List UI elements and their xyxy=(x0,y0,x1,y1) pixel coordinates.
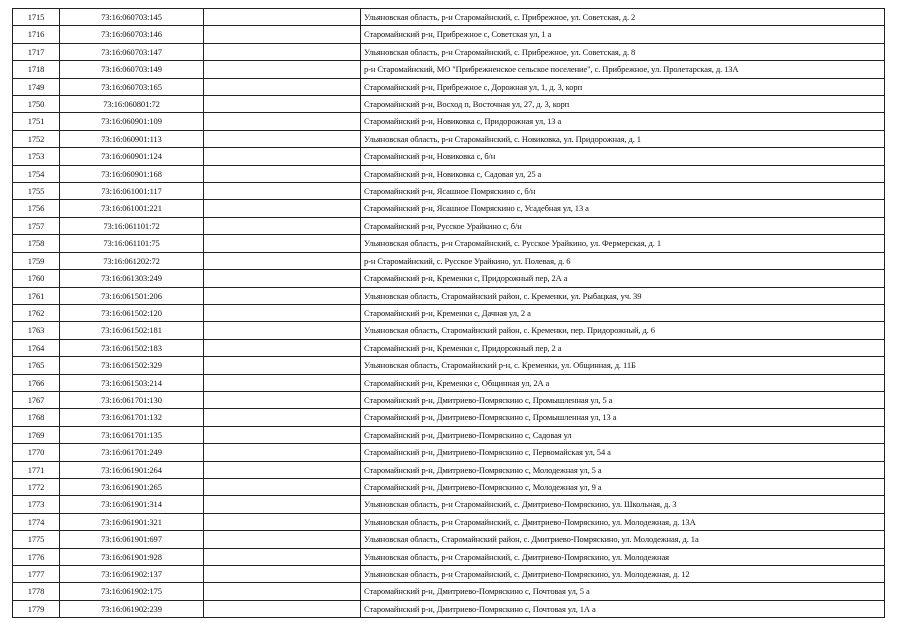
table-row xyxy=(13,566,885,583)
empty-cell xyxy=(204,9,361,26)
table-row xyxy=(13,287,885,304)
row-number: 1769 xyxy=(13,426,60,443)
cadastral-number: 73:16:061502:329 xyxy=(60,357,204,374)
address: Старомайнский р-н, Дмитриево-Помряскино с, Садовая ул xyxy=(361,426,885,443)
address: Старомайнский р-н, Прибрежное с, Дорожная ул, 1, д. 3, корп xyxy=(361,78,885,95)
table-row xyxy=(13,43,885,60)
table-row xyxy=(13,583,885,600)
address: Старомайнский р-н, Кременки с, Придорожный пер, 2 а xyxy=(361,339,885,356)
table-row xyxy=(13,235,885,252)
row-number: 1771 xyxy=(13,461,60,478)
row-number: 1773 xyxy=(13,496,60,513)
address: Старомайнский р-н, Кременки с, Придорожный пер, 2А а xyxy=(361,270,885,287)
cadastral-number: 73:16:061303:249 xyxy=(60,270,204,287)
table-row xyxy=(13,513,885,530)
table-row xyxy=(13,270,885,287)
row-number: 1768 xyxy=(13,409,60,426)
cadastral-number: 73:16:061101:75 xyxy=(60,235,204,252)
empty-cell xyxy=(204,96,361,113)
table-row xyxy=(13,322,885,339)
empty-cell xyxy=(204,339,361,356)
address: Старомайнский р-н, Дмитриево-Помряскино с, Молодежная ул, 5 а xyxy=(361,461,885,478)
table-row xyxy=(13,496,885,513)
cadastral-number: 73:16:060801:72 xyxy=(60,96,204,113)
cadastral-number: 73:16:061902:137 xyxy=(60,566,204,583)
row-number: 1775 xyxy=(13,531,60,548)
row-number: 1754 xyxy=(13,165,60,182)
registry-sheet xyxy=(12,8,885,618)
cadastral-number: 73:16:060901:168 xyxy=(60,165,204,182)
address: Старомайнский р-н, Ясашное Помряскино с, Усадебная ул, 13 а xyxy=(361,200,885,217)
empty-cell xyxy=(204,148,361,165)
table-row xyxy=(13,252,885,269)
address: Ульяновская область, Старомайнский район, с. Кременки, пер. Придорожный, д. 6 xyxy=(361,322,885,339)
row-number: 1758 xyxy=(13,235,60,252)
address: р-н Старомайнский, с. Русское Урайкино, ул. Полевая, д. 6 xyxy=(361,252,885,269)
empty-cell xyxy=(204,235,361,252)
row-number: 1716 xyxy=(13,26,60,43)
address: Ульяновская область, р-н Старомайнский, с. Прибрежное, ул. Советская, д. 8 xyxy=(361,43,885,60)
address: Ульяновская область, р-н Старомайнский, с. Дмитриево-Помряскино, ул. Молодежная, д. 12 xyxy=(361,566,885,583)
address: Ульяновская область, Старомайнский район, с. Дмитриево-Помряскино, ул. Молодежная, д. 1а xyxy=(361,531,885,548)
address: Старомайнский р-н, Кременки с, Общинная ул, 2А а xyxy=(361,374,885,391)
row-number: 1756 xyxy=(13,200,60,217)
cadastral-number: 73:16:060703:165 xyxy=(60,78,204,95)
empty-cell xyxy=(204,183,361,200)
row-number: 1759 xyxy=(13,252,60,269)
cadastral-number: 73:16:061101:72 xyxy=(60,217,204,234)
table-row xyxy=(13,78,885,95)
cadastral-number: 73:16:061001:117 xyxy=(60,183,204,200)
address: Ульяновская область, р-н Старомайнский, с. Прибрежное, ул. Советская, д. 2 xyxy=(361,9,885,26)
row-number: 1764 xyxy=(13,339,60,356)
cadastral-number: 73:16:061901:265 xyxy=(60,478,204,495)
address: Старомайнский р-н, Русское Урайкино с, б/н xyxy=(361,217,885,234)
table-row xyxy=(13,339,885,356)
address: Старомайнский р-н, Дмитриево-Помряскино с, Молодежная ул, 9 а xyxy=(361,478,885,495)
table-row xyxy=(13,130,885,147)
empty-cell xyxy=(204,304,361,321)
table-row xyxy=(13,113,885,130)
cadastral-number: 73:16:061501:206 xyxy=(60,287,204,304)
address: Старомайнский р-н, Дмитриево-Помряскино с, Почтовая ул, 5 а xyxy=(361,583,885,600)
row-number: 1777 xyxy=(13,566,60,583)
cadastral-number: 73:16:060901:113 xyxy=(60,130,204,147)
cadastral-number: 73:16:061901:264 xyxy=(60,461,204,478)
address: Ульяновская область, р-н Старомайнский, с. Новиковка, ул. Придорожная, д. 1 xyxy=(361,130,885,147)
empty-cell xyxy=(204,322,361,339)
registry-table xyxy=(12,8,885,618)
cadastral-number: 73:16:061901:321 xyxy=(60,513,204,530)
table-row xyxy=(13,96,885,113)
cadastral-number: 73:16:061901:314 xyxy=(60,496,204,513)
cadastral-number: 73:16:061001:221 xyxy=(60,200,204,217)
empty-cell xyxy=(204,426,361,443)
table-row xyxy=(13,148,885,165)
address: Ульяновская область, р-н Старомайнский, с. Дмитриево-Помряскино, ул. Молодежная xyxy=(361,548,885,565)
empty-cell xyxy=(204,287,361,304)
row-number: 1772 xyxy=(13,478,60,495)
empty-cell xyxy=(204,496,361,513)
empty-cell xyxy=(204,252,361,269)
cadastral-number: 73:16:061701:132 xyxy=(60,409,204,426)
table-row xyxy=(13,409,885,426)
table-row xyxy=(13,374,885,391)
address: Старомайнский р-н, Новиковка с, б/н xyxy=(361,148,885,165)
empty-cell xyxy=(204,217,361,234)
empty-cell xyxy=(204,391,361,408)
address: р-н Старомайнский, МО "Прибрежненское сельское поселение", с. Прибрежное, ул. Пролетарская, д. 13А xyxy=(361,61,885,78)
table-row xyxy=(13,357,885,374)
table-row xyxy=(13,165,885,182)
address: Старомайнский р-н, Восход п, Восточная ул, 27, д. 3, корп xyxy=(361,96,885,113)
empty-cell xyxy=(204,270,361,287)
cadastral-number: 73:16:061502:120 xyxy=(60,304,204,321)
table-row xyxy=(13,444,885,461)
address: Старомайнский р-н, Дмитриево-Помряскино с, Промышленная ул, 13 а xyxy=(361,409,885,426)
table-row xyxy=(13,217,885,234)
empty-cell xyxy=(204,531,361,548)
cadastral-number: 73:16:061902:175 xyxy=(60,583,204,600)
empty-cell xyxy=(204,566,361,583)
empty-cell xyxy=(204,165,361,182)
row-number: 1770 xyxy=(13,444,60,461)
empty-cell xyxy=(204,26,361,43)
table-row xyxy=(13,426,885,443)
row-number: 1763 xyxy=(13,322,60,339)
cadastral-number: 73:16:061701:249 xyxy=(60,444,204,461)
cadastral-number: 73:16:061901:928 xyxy=(60,548,204,565)
cadastral-number: 73:16:060703:149 xyxy=(60,61,204,78)
cadastral-number: 73:16:061503:214 xyxy=(60,374,204,391)
cadastral-number: 73:16:060703:147 xyxy=(60,43,204,60)
cadastral-number: 73:16:060703:145 xyxy=(60,9,204,26)
row-number: 1774 xyxy=(13,513,60,530)
empty-cell xyxy=(204,583,361,600)
address: Старомайнский р-н, Кременки с, Дачная ул, 2 а xyxy=(361,304,885,321)
row-number: 1760 xyxy=(13,270,60,287)
table-row xyxy=(13,200,885,217)
cadastral-number: 73:16:061701:130 xyxy=(60,391,204,408)
cadastral-number: 73:16:061902:239 xyxy=(60,600,204,617)
row-number: 1762 xyxy=(13,304,60,321)
row-number: 1778 xyxy=(13,583,60,600)
table-row xyxy=(13,26,885,43)
table-row xyxy=(13,183,885,200)
table-row xyxy=(13,478,885,495)
row-number: 1752 xyxy=(13,130,60,147)
address: Ульяновская область, р-н Старомайнский, с. Русское Урайкино, ул. Фермерская, д. 1 xyxy=(361,235,885,252)
cadastral-number: 73:16:061202:72 xyxy=(60,252,204,269)
cadastral-number: 73:16:060901:109 xyxy=(60,113,204,130)
empty-cell xyxy=(204,548,361,565)
row-number: 1753 xyxy=(13,148,60,165)
row-number: 1779 xyxy=(13,600,60,617)
empty-cell xyxy=(204,409,361,426)
empty-cell xyxy=(204,200,361,217)
empty-cell xyxy=(204,478,361,495)
table-row xyxy=(13,304,885,321)
cadastral-number: 73:16:060703:146 xyxy=(60,26,204,43)
address: Старомайнский р-н, Новиковка с, Садовая ул, 25 а xyxy=(361,165,885,182)
address: Ульяновская область, р-н Старомайнский, с. Дмитриево-Помряскино, ул. Молодежная, д. 13А xyxy=(361,513,885,530)
empty-cell xyxy=(204,130,361,147)
row-number: 1765 xyxy=(13,357,60,374)
table-row xyxy=(13,391,885,408)
empty-cell xyxy=(204,43,361,60)
address: Старомайнский р-н, Новиковка с, Придорожная ул, 13 а xyxy=(361,113,885,130)
table-row xyxy=(13,548,885,565)
row-number: 1751 xyxy=(13,113,60,130)
empty-cell xyxy=(204,600,361,617)
address: Ульяновская область, р-н Старомайнский, с. Дмитриево-Помряскино, ул. Школьная, д. 3 xyxy=(361,496,885,513)
cadastral-number: 73:16:061701:135 xyxy=(60,426,204,443)
empty-cell xyxy=(204,357,361,374)
row-number: 1776 xyxy=(13,548,60,565)
empty-cell xyxy=(204,513,361,530)
row-number: 1749 xyxy=(13,78,60,95)
cadastral-number: 73:16:061502:181 xyxy=(60,322,204,339)
row-number: 1761 xyxy=(13,287,60,304)
address: Старомайнский р-н, Прибрежное с, Советская ул, 1 а xyxy=(361,26,885,43)
empty-cell xyxy=(204,61,361,78)
table-row xyxy=(13,531,885,548)
registry-rows xyxy=(13,9,885,618)
address: Ульяновская область, Старомайнский р-н, с. Кременки, ул. Общинная, д. 11Б xyxy=(361,357,885,374)
row-number: 1717 xyxy=(13,43,60,60)
address: Старомайнский р-н, Ясашное Помряскино с, б/н xyxy=(361,183,885,200)
empty-cell xyxy=(204,461,361,478)
table-row xyxy=(13,9,885,26)
address: Старомайнский р-н, Дмитриево-Помряскино с, Промышленная ул, 5 а xyxy=(361,391,885,408)
row-number: 1718 xyxy=(13,61,60,78)
cadastral-number: 73:16:060901:124 xyxy=(60,148,204,165)
table-row xyxy=(13,61,885,78)
row-number: 1766 xyxy=(13,374,60,391)
row-number: 1750 xyxy=(13,96,60,113)
row-number: 1757 xyxy=(13,217,60,234)
empty-cell xyxy=(204,78,361,95)
table-row xyxy=(13,600,885,617)
address: Старомайнский р-н, Дмитриево-Помряскино с, Первомайская ул, 54 а xyxy=(361,444,885,461)
cadastral-number: 73:16:061502:183 xyxy=(60,339,204,356)
table-row xyxy=(13,461,885,478)
empty-cell xyxy=(204,113,361,130)
empty-cell xyxy=(204,444,361,461)
empty-cell xyxy=(204,374,361,391)
row-number: 1715 xyxy=(13,9,60,26)
row-number: 1755 xyxy=(13,183,60,200)
row-number: 1767 xyxy=(13,391,60,408)
address: Старомайнский р-н, Дмитриево-Помряскино с, Почтовая ул, 1А а xyxy=(361,600,885,617)
address: Ульяновская область, Старомайнский район, с. Кременки, ул. Рыбацкая, уч. 39 xyxy=(361,287,885,304)
cadastral-number: 73:16:061901:697 xyxy=(60,531,204,548)
